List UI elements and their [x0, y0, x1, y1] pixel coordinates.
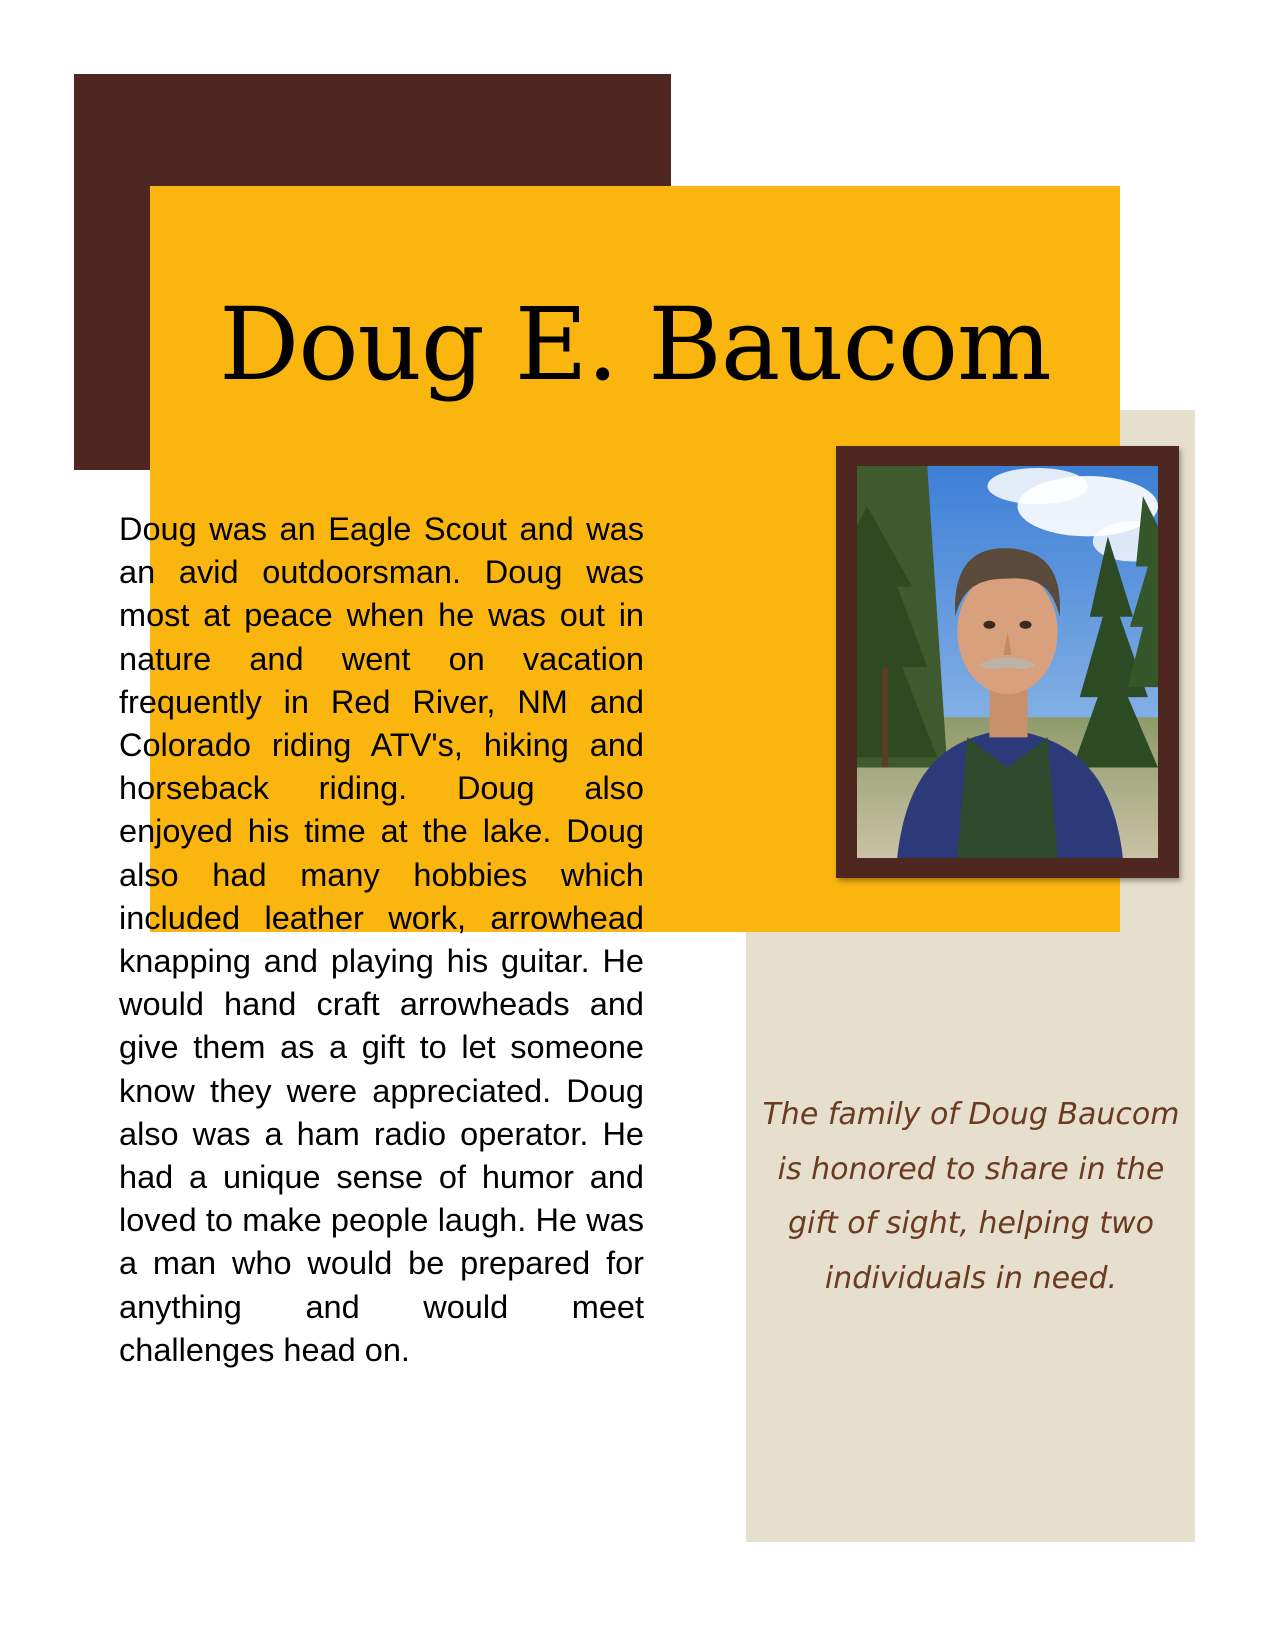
- page-title: Doug E. Baucom: [219, 286, 1051, 403]
- biography-text: Doug was an Eagle Scout and was an avid outdoorsman. Doug was most at peace when he was out in nature and went on vacation frequently in Red River, NM and Colorado riding ATV's, hiking and horseback riding. Doug also enjoyed his time at the lake. Doug also had many hobbies which included leather work, arrowhead knapping and playing his guitar. He would hand craft arrowheads and give them as a gift to let someone know they were appreciated. Doug also was a ham radio operator. He had a unique sense of humor and loved to make people laugh. He was a man who would be prepared for anything and would meet challenges head on.: [119, 511, 644, 1368]
- photo-frame: [836, 446, 1179, 878]
- portrait-photo-icon: [857, 466, 1158, 858]
- tribute-text: The family of Doug Baucom is honored to share in the gift of sight, helping two individuals in need.: [762, 1097, 1180, 1296]
